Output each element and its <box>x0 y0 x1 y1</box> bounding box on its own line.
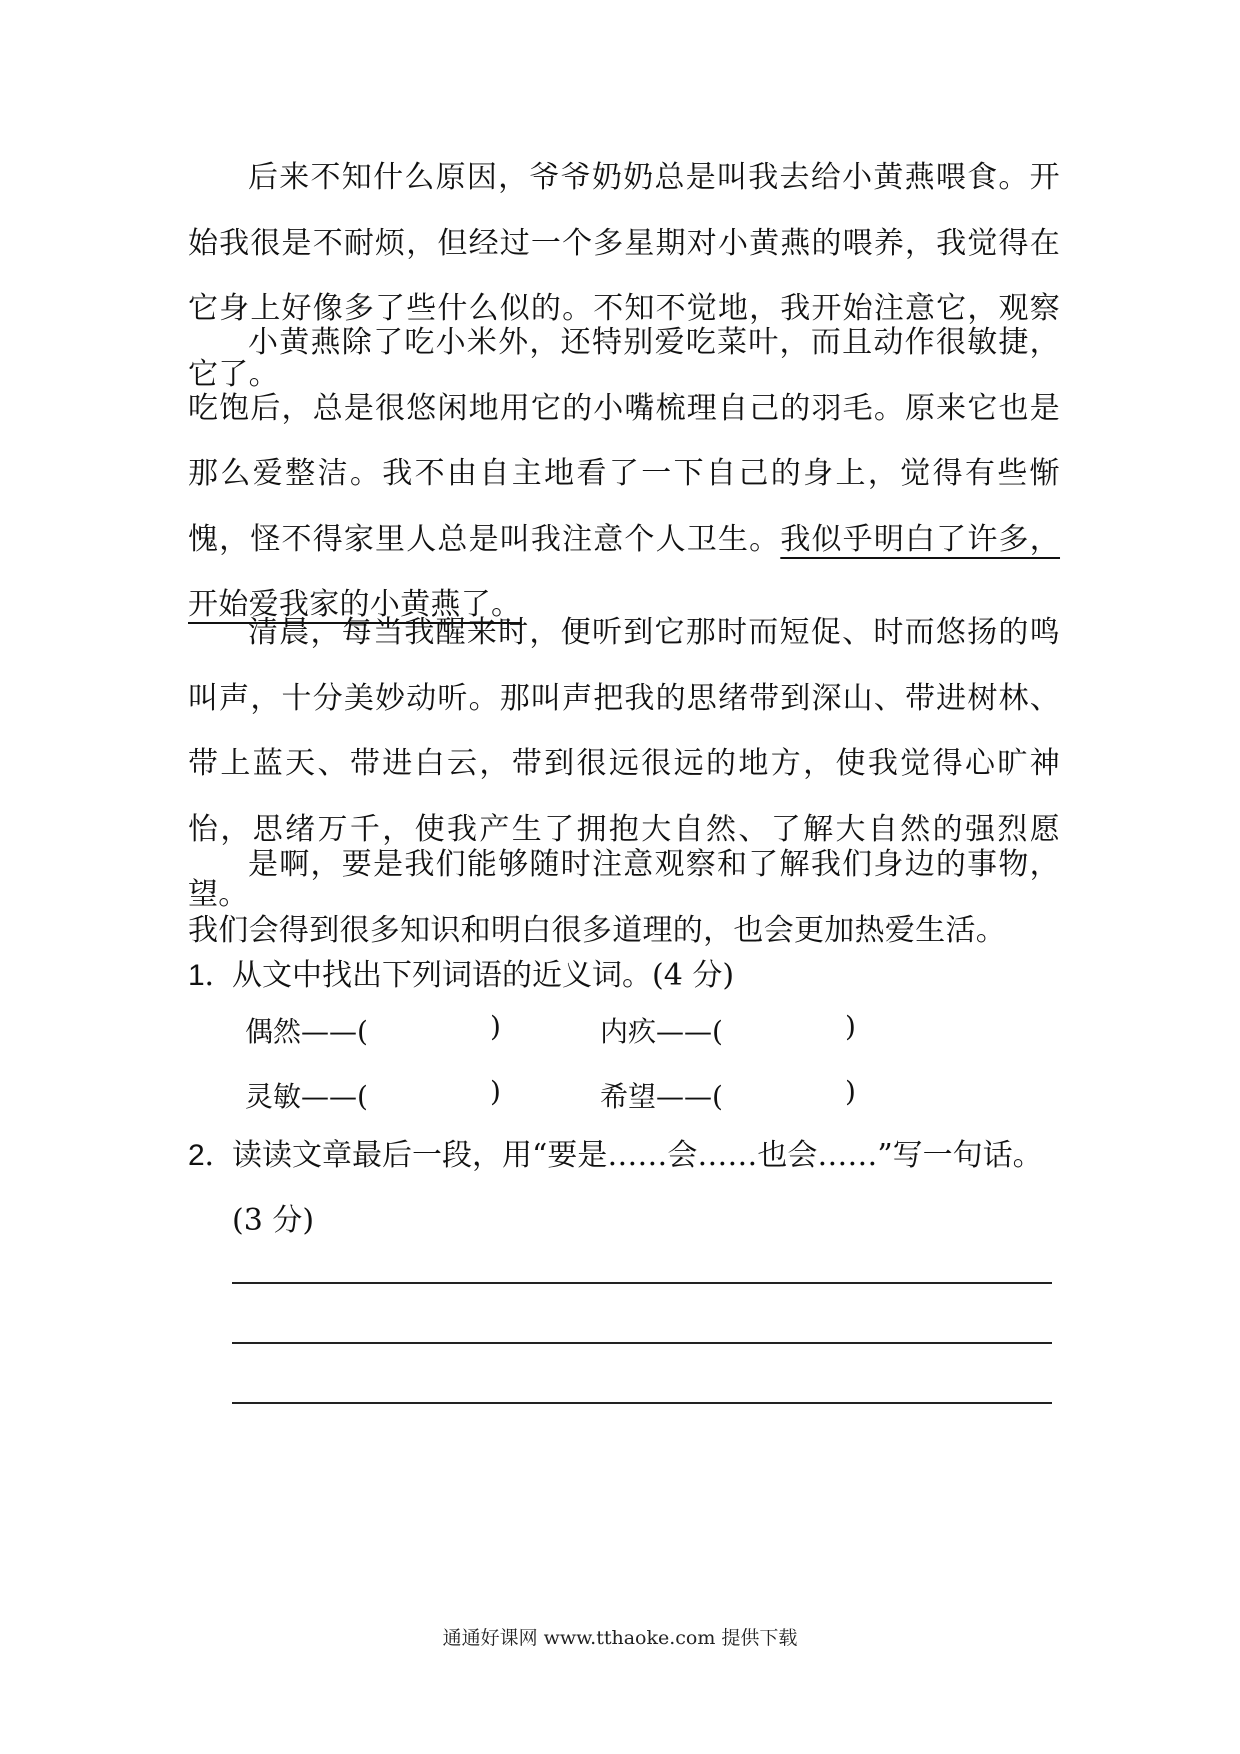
question-2-number: 2． <box>188 1139 235 1172</box>
paragraph-2 <box>188 310 1060 638</box>
synonym-blank-close[interactable]: ) <box>845 1075 856 1108</box>
paragraph-2-text: 小黄燕除了吃小米外，还特别爱吃菜叶，而且动作很敏捷，吃饱后，总是很悠闲地用它的小嘴梳理自己的羽毛。原来它也是那么爱整洁。我不由自主地看了一下自己的身上，觉得有些惭愧，怪不得家里人总是叫我注意个人卫生。 <box>188 325 1060 557</box>
answer-line[interactable] <box>232 1402 1052 1404</box>
synonym-item <box>245 1010 368 1050</box>
paragraph-4: 是啊，要是我们能够随时注意观察和了解我们身边的事物，我们会得到很多知识和明白很多道理的，也会更加热爱生活。 <box>188 847 1060 948</box>
synonym-blank-close[interactable]: ) <box>490 1010 501 1043</box>
question-2-text: 读读文章最后一段，用“要是……会……也会……”写一句话。 <box>232 1138 1043 1173</box>
question-1-text: 从文中找出下列词语的近义词。(4 分) <box>232 958 735 993</box>
synonym-prompt: 希望——( <box>600 1080 723 1113</box>
synonym-prompt: 内疚——( <box>600 1015 723 1048</box>
synonym-item <box>600 1010 723 1050</box>
synonym-prompt: 偶然——( <box>245 1015 368 1048</box>
synonym-item <box>245 1075 368 1115</box>
question-2 <box>188 1123 1068 1188</box>
question-1 <box>188 943 1068 1008</box>
question-1-number: 1． <box>188 959 235 992</box>
question-2-score: (3 分) <box>232 1203 315 1238</box>
synonym-blank-close[interactable]: ) <box>490 1075 501 1108</box>
synonym-item <box>600 1075 723 1115</box>
paragraph-1: 后来不知什么原因，爷爷奶奶总是叫我去给小黄燕喂食。开始我很是不耐烦，但经过一个多星期对小黄燕的喂养，我觉得在它身上好像多了些什么似的。不知不觉地，我开始注意它，观察它了。 <box>188 160 1060 392</box>
answer-line[interactable] <box>232 1282 1052 1284</box>
footer-source: 通通好课网 www.tthaoke.com 提供下载 <box>442 1627 798 1649</box>
synonym-blank-close[interactable]: ) <box>845 1010 856 1043</box>
underlined-sentence: 我似乎明白了许多，开始爱我家的小黄燕了。 <box>188 521 1061 622</box>
paragraph-3: 清晨，每当我醒来时，便听到它那时而短促、时而悠扬的鸣叫声，十分美妙动听。那叫声把我的思绪带到深山、带进树林、带上蓝天、带进白云，带到很远很远的地方，使我觉得心旷神怡，思绪万千，使我产生了拥抱大自然、了解大自然的强烈愿望。 <box>188 615 1060 912</box>
answer-line[interactable] <box>232 1342 1052 1344</box>
synonym-row-1 <box>245 1010 945 1050</box>
synonym-row-2 <box>245 1075 945 1115</box>
synonym-prompt: 灵敏——( <box>245 1080 368 1113</box>
